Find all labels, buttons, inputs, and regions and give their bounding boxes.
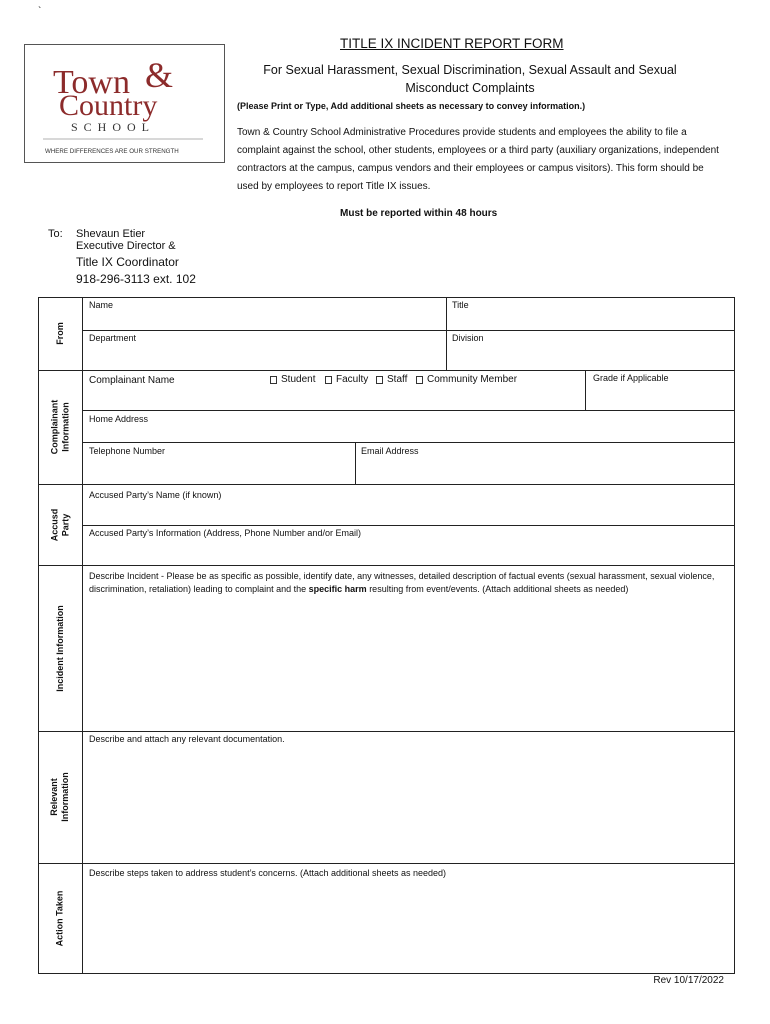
- role-option-community-member[interactable]: [416, 374, 517, 385]
- checkbox-icon: [376, 376, 383, 384]
- role-option-label: Community Member: [427, 374, 518, 385]
- form-subtitle: For Sexual Harassment, Sexual Discrimination, Sexual Assault and Sexual Misconduct Complaints: [263, 63, 677, 95]
- section-relevant-label-2: Information: [60, 772, 70, 822]
- relevant-documentation-field[interactable]: Describe and attach any relevant documentation.: [89, 734, 285, 744]
- role-option-label: Student: [281, 374, 316, 385]
- department-field[interactable]: Department: [89, 333, 137, 343]
- name-field[interactable]: Name: [89, 300, 114, 310]
- section-action-label: Action Taken: [54, 890, 65, 946]
- title-field[interactable]: Title: [452, 300, 469, 310]
- accused-info-field[interactable]: Accused Party’s Information (Address, Phone Number and/or Email): [89, 528, 361, 538]
- form-title: TITLE IX INCIDENT REPORT FORM: [340, 36, 564, 51]
- recipient-phone: 918-296-3113 ext. 102: [76, 272, 196, 286]
- section-relevant: [38, 731, 82, 863]
- incident-instructions-c: resulting from event/events. (Attach additional sheets as needed): [369, 584, 629, 594]
- section-from-label: From: [54, 322, 65, 345]
- complainant-name-field[interactable]: Complainant Name: [89, 375, 175, 386]
- section-complainant-label-2: Information: [60, 402, 71, 452]
- stray-mark: `: [38, 6, 42, 17]
- email-field[interactable]: Email Address: [361, 446, 419, 456]
- checkbox-icon: [325, 376, 332, 384]
- to-label: To:: [48, 228, 63, 240]
- revision-date: Rev 10/17/2022: [653, 975, 724, 986]
- grade-field[interactable]: Grade if Applicable: [593, 373, 669, 383]
- role-option-faculty[interactable]: [325, 374, 368, 385]
- role-option-label: Faculty: [336, 374, 369, 385]
- role-option-label: Staff: [387, 374, 408, 385]
- checkbox-icon: [270, 376, 277, 384]
- action-taken-field[interactable]: Describe steps taken to address student’s concerns. (Attach additional sheets as needed): [89, 868, 447, 878]
- section-relevant-label-1: Relevant: [49, 778, 59, 816]
- home-address-field[interactable]: Home Address: [89, 414, 149, 424]
- role-option-staff[interactable]: [376, 374, 407, 385]
- incident-instructions-emphasis: specific harm: [308, 584, 367, 594]
- section-accused: [38, 484, 82, 565]
- describe-incident-field[interactable]: [89, 570, 721, 596]
- division-field[interactable]: Division: [452, 333, 484, 343]
- section-accused-label-1: Accusd: [48, 508, 59, 541]
- intro-paragraph: Town & Country School Administrative Procedures provide students and employees the ability to file a complaint against the school, other students, employees or a third party (auxiliary organizations, independent contractors at the campus, campus vendors and their employees or campus visitors). This form should be used by employees to report Title IX issues.: [237, 127, 719, 192]
- accused-name-field[interactable]: Accused Party’s Name (if known): [89, 490, 222, 500]
- section-incident: [38, 565, 82, 731]
- section-complainant-label-1: Complainant: [49, 399, 60, 455]
- section-complainant: [38, 370, 82, 484]
- recipient-name: Shevaun Etier: [76, 228, 146, 240]
- school-logo-graphic: [25, 45, 226, 164]
- print-instructions: (Please Print or Type, Add additional sheets as necessary to convey information.): [237, 101, 586, 111]
- logo-ampersand: &: [145, 55, 174, 95]
- recipient-role-2: Title IX Coordinator: [76, 255, 179, 269]
- logo-tagline: WHERE DIFFERENCES ARE OUR STRENGTH: [45, 148, 179, 155]
- incident-instructions-a: Describe Incident - Please be as specific as possible, identify date, any witnesses, detailed description of factual events (sexual harassment, sexual violence, discrimination, retaliation) leading to complaint and the: [89, 571, 715, 594]
- school-logo: [24, 44, 225, 163]
- checkbox-icon: [416, 376, 423, 384]
- recipient-role: Executive Director &: [76, 240, 176, 252]
- section-incident-label: Incident Information: [54, 604, 65, 692]
- deadline-notice: Must be reported within 48 hours: [340, 208, 498, 219]
- section-accused-label-2: Party: [59, 513, 70, 536]
- logo-town: Town: [53, 64, 130, 101]
- section-from: [38, 297, 82, 370]
- logo-country: Country: [59, 89, 158, 122]
- role-option-student[interactable]: [270, 374, 315, 385]
- telephone-field[interactable]: Telephone Number: [89, 446, 166, 456]
- section-action: [38, 863, 82, 973]
- logo-school: SCHOOL: [71, 120, 156, 134]
